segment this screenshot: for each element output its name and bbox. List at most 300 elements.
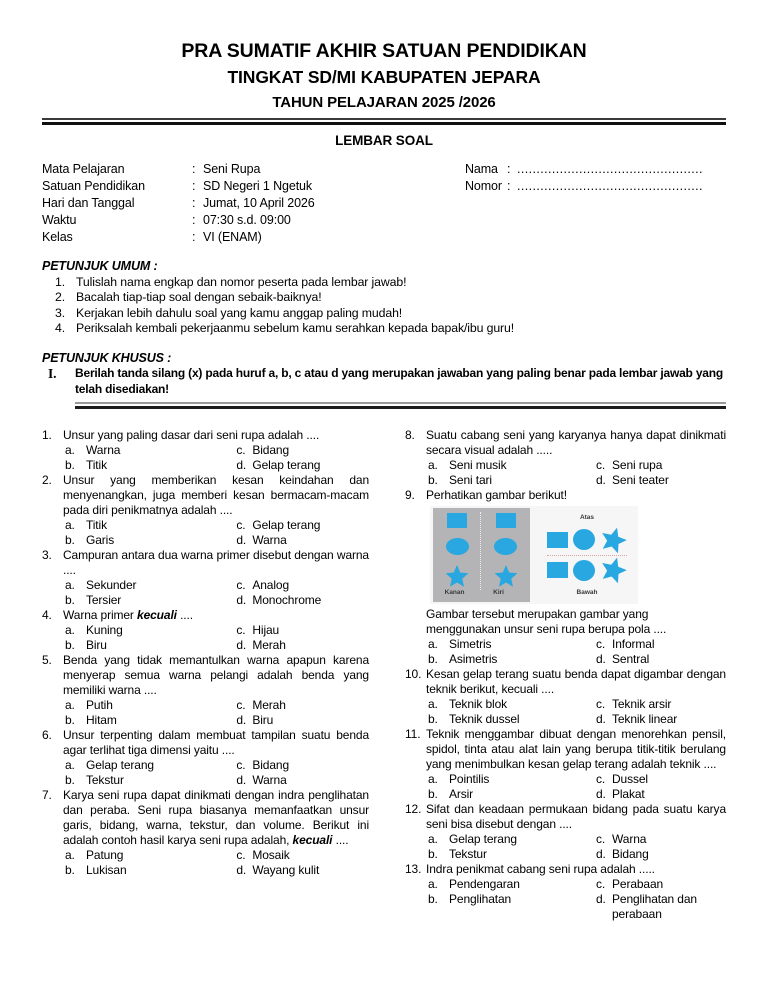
- option-letter: a.: [428, 772, 438, 786]
- option-letter: d.: [596, 712, 606, 726]
- option-label: Teknik dussel: [449, 712, 520, 726]
- label-bawah: Bawah: [576, 589, 598, 596]
- option-label: Tekstur: [449, 847, 487, 861]
- option-letter: c.: [596, 772, 606, 786]
- option-c: [234, 623, 369, 638]
- question-text-run: Indra penikmat cabang seni rupa adalah .....: [426, 862, 655, 876]
- title-line-2: TINGKAT SD/MI KABUPATEN JEPARA: [227, 67, 541, 87]
- question-body: [426, 667, 726, 727]
- option-d: [234, 458, 369, 473]
- info-row: [42, 229, 414, 246]
- question-body: [63, 428, 369, 473]
- option-d: [234, 773, 369, 788]
- option-label: Sekunder: [86, 578, 137, 592]
- option-label: Seni teater: [612, 473, 669, 487]
- info-label: Kelas: [42, 230, 73, 244]
- fill-in-separator: :: [507, 162, 511, 176]
- option-letter: a.: [428, 832, 438, 846]
- question-body: [426, 802, 726, 862]
- option-label: Putih: [86, 698, 113, 712]
- question-number: 7.: [42, 788, 52, 802]
- option-letter: b.: [428, 847, 438, 861]
- label-kiri: Kiri: [493, 589, 504, 596]
- option-label: Gelap terang: [449, 832, 517, 846]
- question-item: [405, 488, 726, 667]
- question-text-run: Karya seni rupa dapat dinikmati dengan indra penglihatan dan peraba. Seni rupa biasanya memanfaatkan unsur garis, bidang, warna, tekstur, dan volume. Berikut ini adalah contoh hasil karya seni rupa adalah,: [63, 788, 369, 847]
- fill-in-label: Nama: [465, 162, 498, 176]
- option-letter: a.: [428, 458, 438, 472]
- option-label: Arsir: [449, 787, 474, 801]
- question9-figure: [430, 506, 638, 604]
- question-body: [63, 728, 369, 788]
- question-item: [42, 653, 369, 728]
- option-d: [594, 652, 726, 667]
- question-text: [426, 622, 726, 637]
- question-text: [63, 728, 369, 758]
- info-value: Seni Rupa: [203, 162, 261, 176]
- option-letter: b.: [65, 533, 75, 547]
- instruction-text: Bacalah tiap-tiap soal dengan sebaik-baiknya!: [76, 290, 322, 304]
- option-a: [63, 848, 234, 863]
- options-grid: [426, 877, 726, 922]
- exam-info-section: [42, 161, 726, 246]
- option-letter: d.: [596, 787, 606, 801]
- question-number: 11.: [405, 727, 421, 741]
- option-label: Analog: [252, 578, 290, 592]
- question-text-run: menggunakan unsur seni rupa berupa pola ....: [426, 622, 667, 636]
- option-letter: c.: [596, 458, 606, 472]
- option-c: [594, 697, 726, 712]
- double-rule-bottom: [75, 402, 726, 409]
- option-label: Gelap terang: [86, 758, 154, 772]
- options-grid: [63, 518, 369, 548]
- option-label: Titik: [86, 518, 107, 532]
- option-label: Gelap terang: [252, 458, 321, 472]
- figure-bottom-row: [547, 557, 627, 583]
- option-label: Warna: [252, 773, 287, 787]
- option-a: [426, 697, 594, 712]
- info-separator: :: [192, 196, 196, 210]
- option-label: Teknik linear: [612, 712, 678, 726]
- option-b: [63, 863, 234, 878]
- question-text: [63, 548, 369, 578]
- fill-in-separator: :: [507, 179, 511, 193]
- option-label: Merah: [252, 698, 286, 712]
- question-item: [405, 802, 726, 862]
- option-letter: b.: [65, 773, 75, 787]
- info-separator: :: [192, 162, 196, 176]
- option-d: [594, 473, 726, 488]
- instruction-item: [42, 321, 726, 337]
- options-grid: [63, 578, 369, 608]
- option-a: [426, 877, 594, 892]
- question-text-run: Unsur terpenting dalam membuat tampilan suatu benda agar terlihat tiga dimensi yaitu ....: [63, 728, 369, 757]
- option-b: [426, 473, 594, 488]
- option-letter: c.: [596, 832, 606, 846]
- option-letter: b.: [428, 787, 438, 801]
- option-letter: c.: [236, 518, 246, 532]
- question-text: [426, 862, 726, 877]
- question-body: [426, 488, 726, 667]
- question-body: [63, 548, 369, 608]
- question-text: [426, 727, 726, 772]
- option-label: Hijau: [252, 623, 280, 637]
- option-letter: d.: [596, 847, 606, 861]
- question-number: 8.: [405, 428, 415, 442]
- question-body: [426, 727, 726, 802]
- option-d: [594, 787, 726, 802]
- info-label: Waktu: [42, 213, 77, 227]
- instruction-text: Periksalah kembali pekerjaanmu sebelum kamu serahkan kepada bapak/ibu guru!: [76, 321, 515, 335]
- instruction-number: 2.: [55, 290, 66, 304]
- question-body: [426, 428, 726, 488]
- question-item: [42, 473, 369, 548]
- figure-left-panel: [433, 508, 530, 602]
- question-number: 1.: [42, 428, 52, 442]
- option-b: [63, 533, 234, 548]
- info-value: 07:30 s.d. 09:00: [203, 213, 291, 227]
- petunjuk-khusus-number: I.: [48, 366, 57, 381]
- option-letter: d.: [596, 892, 606, 906]
- option-letter: a.: [65, 518, 75, 532]
- option-label: Gelap terang: [252, 518, 321, 532]
- question-number: 6.: [42, 728, 52, 742]
- option-label: Sentral: [612, 652, 650, 666]
- option-letter: d.: [596, 473, 606, 487]
- option-letter: c.: [236, 698, 246, 712]
- question-text: [63, 608, 369, 623]
- option-letter: c.: [596, 637, 606, 651]
- option-letter: b.: [65, 458, 75, 472]
- question-text-run: ....: [176, 608, 193, 622]
- option-label: Patung: [86, 848, 124, 862]
- question-text: [63, 788, 369, 848]
- petunjuk-khusus-heading: PETUNJUK KHUSUS :: [42, 350, 172, 365]
- option-c: [234, 443, 369, 458]
- option-letter: a.: [65, 443, 75, 457]
- option-b: [426, 787, 594, 802]
- info-separator: :: [192, 179, 196, 193]
- star-shape: [597, 554, 630, 586]
- instruction-item: [42, 290, 726, 306]
- questions-left-column: [42, 428, 369, 922]
- option-label: Plakat: [612, 787, 645, 801]
- option-label: Pendengaran: [449, 877, 520, 891]
- question-item: [42, 728, 369, 788]
- option-c: [234, 758, 369, 773]
- question-number: 13.: [405, 862, 422, 876]
- option-label: Seni tari: [449, 473, 492, 487]
- option-label: Bidang: [252, 443, 290, 457]
- info-label: Satuan Pendidikan: [42, 179, 145, 193]
- option-label: Lukisan: [86, 863, 127, 877]
- column-gap: [369, 428, 405, 922]
- option-letter: d.: [596, 652, 606, 666]
- question-body: [63, 788, 369, 878]
- option-letter: b.: [65, 638, 75, 652]
- option-letter: d.: [236, 863, 247, 877]
- question-text-run: Teknik menggambar dibuat dengan menorehkan pensil, spidol, tinta atau alat lain yang berupa titik-titik berulang yang menimbulkan kesan gelap terang adalah teknik ....: [426, 727, 726, 771]
- option-label: Wayang kulit: [252, 863, 320, 877]
- info-row: [42, 195, 414, 212]
- option-d: [594, 712, 726, 727]
- info-value: VI (ENAM): [203, 230, 262, 244]
- options-grid: [63, 698, 369, 728]
- option-letter: d.: [236, 533, 247, 547]
- option-letter: a.: [65, 623, 75, 637]
- option-a: [426, 832, 594, 847]
- question-text-run: kecuali: [292, 833, 333, 847]
- info-label: Mata Pelajaran: [42, 162, 125, 176]
- title-line-1: PRA SUMATIF AKHIR SATUAN PENDIDIKAN: [181, 40, 587, 62]
- option-label: Merah: [252, 638, 286, 652]
- option-b: [426, 892, 594, 922]
- question-item: [42, 428, 369, 473]
- circle-shape: [494, 538, 517, 555]
- question-item: [42, 788, 369, 878]
- label-atas: Atas: [579, 514, 595, 521]
- option-label: Teknik blok: [449, 697, 508, 711]
- options-grid: [426, 458, 726, 488]
- option-letter: b.: [428, 473, 438, 487]
- question-number: 5.: [42, 653, 52, 667]
- options-grid: [426, 637, 726, 667]
- figure-top-row: [547, 527, 627, 553]
- petunjuk-umum-heading: PETUNJUK UMUM :: [42, 259, 158, 273]
- option-b: [426, 712, 594, 727]
- question-item: [405, 727, 726, 802]
- question-body: [63, 608, 369, 653]
- option-letter: a.: [428, 637, 438, 651]
- question-item: [42, 548, 369, 608]
- info-row: [42, 212, 414, 229]
- question-item: [405, 428, 726, 488]
- option-label: Bidang: [252, 758, 290, 772]
- option-c: [594, 637, 726, 652]
- options-grid: [63, 848, 369, 878]
- option-label: Garis: [86, 533, 115, 547]
- option-letter: c.: [236, 848, 246, 862]
- petunjuk-khusus-item: [42, 366, 726, 397]
- fill-in-label: Nomor: [465, 179, 502, 193]
- figure-right-panel: [540, 508, 638, 602]
- option-d: [234, 638, 369, 653]
- question-text-run: Suatu cabang seni yang karyanya hanya dapat dinikmati secara visual adalah .....: [426, 428, 726, 457]
- horizontal-dotted-divider: [547, 555, 628, 556]
- question-body: [63, 653, 369, 728]
- star-shape: [597, 524, 630, 556]
- option-label: Dussel: [612, 772, 648, 786]
- option-label: Tersier: [86, 593, 122, 607]
- option-letter: b.: [65, 863, 75, 877]
- question-text: [426, 607, 726, 622]
- option-c: [594, 877, 726, 892]
- option-letter: a.: [428, 697, 438, 711]
- question-item: [42, 608, 369, 653]
- question-body: [63, 473, 369, 548]
- option-label: Warna: [86, 443, 121, 457]
- option-label: Tekstur: [86, 773, 124, 787]
- instruction-number: 1.: [55, 274, 66, 289]
- fill-in-row: [465, 161, 703, 178]
- option-c: [594, 458, 726, 473]
- option-a: [63, 443, 234, 458]
- option-c: [234, 518, 369, 533]
- option-label: Seni rupa: [612, 458, 663, 472]
- option-label: Biru: [86, 638, 107, 652]
- info-value: Jumat, 10 April 2026: [203, 196, 315, 210]
- question-text-run: kecuali: [137, 608, 177, 622]
- option-d: [234, 863, 369, 878]
- question-text-run: Campuran antara dua warna primer disebut dengan warna ....: [63, 548, 369, 577]
- double-rule-top: [42, 118, 726, 125]
- question-text-run: Benda yang tidak memantulkan warna apapun karena menyerap semua warna pelangi adalah benda yang memiliki warna ....: [63, 653, 369, 697]
- question-number: 4.: [42, 608, 52, 622]
- question-number: 12.: [405, 802, 422, 816]
- question-item: [405, 862, 726, 922]
- square-shape: [496, 513, 516, 528]
- option-b: [63, 458, 234, 473]
- question-body: [426, 862, 726, 922]
- fill-in-dotted-line: ................................................: [517, 179, 703, 193]
- question-number: 9.: [405, 488, 415, 502]
- info-row: [42, 161, 414, 178]
- option-letter: c.: [596, 697, 606, 711]
- exam-info-right: [465, 161, 703, 246]
- option-d: [594, 847, 726, 862]
- option-label: Warna: [612, 832, 647, 846]
- square-shape: [447, 513, 467, 528]
- option-d: [234, 533, 369, 548]
- option-b: [426, 847, 594, 862]
- questions-right-column: [405, 428, 726, 922]
- option-letter: c.: [236, 623, 246, 637]
- option-letter: a.: [65, 848, 75, 862]
- instruction-item: [42, 306, 726, 322]
- option-b: [63, 638, 234, 653]
- option-b: [63, 773, 234, 788]
- question-text-run: Kesan gelap terang suatu benda dapat digambar dengan teknik berikut, kecuali ....: [426, 667, 726, 696]
- option-a: [63, 758, 234, 773]
- option-letter: a.: [65, 698, 75, 712]
- option-d: [234, 713, 369, 728]
- option-label: Perabaan: [612, 877, 664, 891]
- question-text-run: Warna primer: [63, 608, 138, 622]
- option-letter: d.: [236, 458, 247, 472]
- instruction-text: Kerjakan lebih dahulu soal yang kamu anggap paling mudah!: [76, 305, 403, 320]
- sheet-label: LEMBAR SOAL: [335, 133, 433, 148]
- option-letter: a.: [65, 578, 75, 592]
- info-label: Hari dan Tanggal: [42, 196, 135, 210]
- options-grid: [426, 697, 726, 727]
- option-label: Biru: [252, 713, 274, 727]
- vertical-dotted-divider: [480, 512, 481, 590]
- option-a: [426, 637, 594, 652]
- option-letter: b.: [428, 712, 438, 726]
- options-grid: [426, 832, 726, 862]
- option-letter: c.: [236, 443, 246, 457]
- info-separator: :: [192, 230, 196, 244]
- option-b: [63, 593, 234, 608]
- option-label: Simetris: [449, 637, 492, 651]
- petunjuk-khusus-text: Berilah tanda silang (x) pada huruf a, b, c atau d yang merupakan jawaban yang paling benar pada lembar jawab yang telah disediakan!: [75, 366, 724, 396]
- option-letter: d.: [236, 593, 247, 607]
- square-shape: [547, 562, 568, 578]
- option-letter: b.: [65, 593, 75, 607]
- option-c: [234, 578, 369, 593]
- option-d: [234, 593, 369, 608]
- question-number: 10.: [405, 667, 422, 681]
- instruction-number: 4.: [55, 321, 66, 335]
- option-label: Asimetris: [449, 652, 498, 666]
- option-letter: c.: [596, 877, 606, 891]
- label-kanan: Kanan: [444, 589, 465, 596]
- figure-left-column-2: [482, 513, 531, 588]
- option-label: Teknik arsir: [612, 697, 672, 711]
- figure-left-column-1: [433, 513, 482, 588]
- info-row: [42, 178, 414, 195]
- option-label: Seni musik: [449, 458, 507, 472]
- option-label: Bidang: [612, 847, 649, 861]
- option-label: Pointilis: [449, 772, 490, 786]
- option-a: [63, 698, 234, 713]
- option-a: [63, 578, 234, 593]
- instruction-item: [42, 275, 726, 291]
- option-b: [426, 652, 594, 667]
- option-c: [234, 848, 369, 863]
- option-label: Penglihatan dan perabaan: [612, 892, 697, 921]
- option-a: [63, 623, 234, 638]
- option-label: Warna: [252, 533, 287, 547]
- info-value: SD Negeri 1 Ngetuk: [203, 179, 313, 193]
- option-c: [234, 698, 369, 713]
- option-label: Informal: [612, 637, 655, 651]
- option-label: Mosaik: [252, 848, 290, 862]
- option-c: [594, 832, 726, 847]
- option-label: Penglihatan: [449, 892, 512, 906]
- question-number: 3.: [42, 548, 52, 562]
- option-label: Titik: [86, 458, 107, 472]
- option-a: [426, 458, 594, 473]
- question-item: [405, 667, 726, 727]
- options-grid: [63, 758, 369, 788]
- questions-section: [42, 428, 726, 922]
- option-label: Kuning: [86, 623, 123, 637]
- fill-in-dotted-line: ................................................: [517, 162, 703, 176]
- question-text: [426, 667, 726, 697]
- title-line-3: TAHUN PELAJARAN 2025 /2026: [272, 94, 496, 111]
- option-letter: a.: [428, 877, 438, 891]
- question-text: [63, 428, 369, 443]
- option-label: Hitam: [86, 713, 117, 727]
- option-letter: d.: [236, 638, 247, 652]
- question-text-run: Sifat dan keadaan permukaan bidang pada suatu karya seni bisa disebut dengan ....: [426, 802, 726, 831]
- question-text: [63, 653, 369, 698]
- option-letter: b.: [428, 652, 438, 666]
- question-text: [426, 488, 726, 503]
- instruction-text: Tulislah nama engkap dan nomor peserta pada lembar jawab!: [76, 274, 407, 289]
- question-text: [63, 473, 369, 518]
- option-letter: b.: [428, 892, 438, 906]
- option-a: [63, 518, 234, 533]
- question-text-run: Unsur yang paling dasar dari seni rupa adalah ....: [63, 428, 320, 442]
- options-grid: [63, 623, 369, 653]
- option-letter: a.: [65, 758, 75, 772]
- instruction-number: 3.: [55, 305, 66, 320]
- question-number: 2.: [42, 473, 52, 487]
- options-grid: [63, 443, 369, 473]
- info-separator: :: [192, 213, 196, 227]
